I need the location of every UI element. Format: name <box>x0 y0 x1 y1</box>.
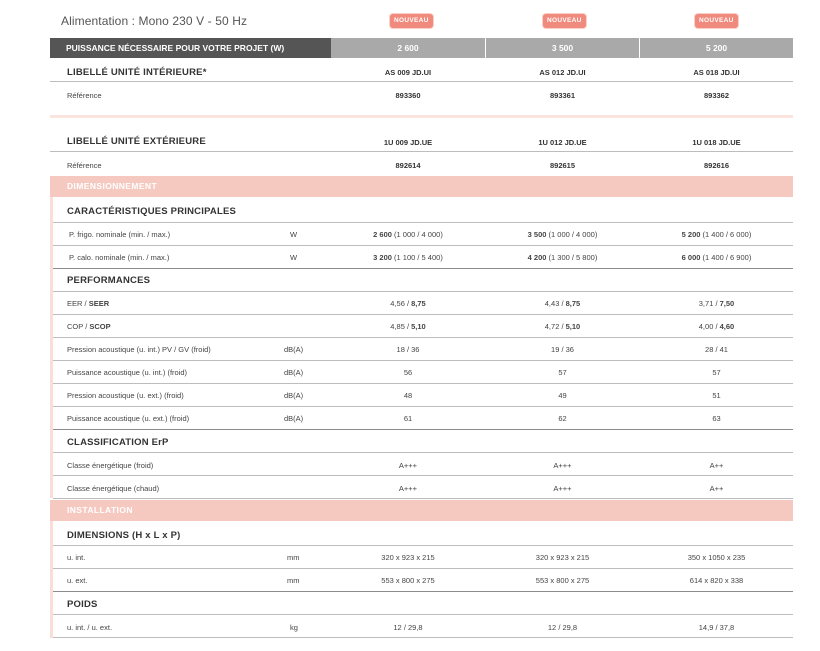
cop-scop-3: 4,00 / 4,60 <box>698 322 735 331</box>
outdoor-ref-3: 892616 <box>703 161 730 170</box>
outdoor-ref-1: 892614 <box>395 161 421 170</box>
power-header-label: PUISSANCE NÉCESSAIRE POUR VOTRE PROJET (W) <box>50 38 331 58</box>
outdoor-sound-pressure-1: 48 <box>403 391 413 400</box>
outdoor-sound-power-2: 62 <box>558 414 567 423</box>
outdoor-sound-pressure-unit: dB(A) <box>284 391 304 400</box>
indoor-sound-pressure-unit: dB(A) <box>284 345 304 354</box>
cooling-power-1: 2 600 (1 000 / 4 000) <box>373 230 443 239</box>
eer-seer-1: 4,56 / 8,75 <box>390 299 426 308</box>
outdoor-unit-3: 1U 018 JD.UE <box>692 138 741 147</box>
outdoor-sound-power-label: Puissance acoustique (u. ext.) (froid) <box>67 414 190 423</box>
new-badge-3: NOUVEAU <box>695 14 738 28</box>
row-divider <box>53 498 793 499</box>
indoor-ref-label: Référence <box>67 91 102 100</box>
dim-indoor-1: 320 x 923 x 215 <box>381 553 435 562</box>
indoor-sound-pressure-2: 19 / 36 <box>551 345 574 354</box>
energy-class-cooling-2: A+++ <box>553 461 572 470</box>
indoor-ref-2: 893361 <box>549 91 576 100</box>
row-divider <box>53 291 793 292</box>
indoor-sound-power-3: 57 <box>712 368 721 377</box>
energy-class-cooling-3: A++ <box>709 461 724 470</box>
energy-class-cooling-1: A+++ <box>398 461 418 470</box>
cooling-power-3: 5 200 (1 400 / 6 000) <box>681 230 752 239</box>
indoor-ref-3: 893362 <box>703 91 730 100</box>
dim-outdoor-2: 553 x 800 x 275 <box>535 576 590 585</box>
section-installation: INSTALLATION <box>50 500 793 521</box>
outdoor-sound-pressure-label: Pression acoustique (u. ext.) (froid) <box>67 391 184 400</box>
row-divider <box>53 360 793 361</box>
indoor-sound-pressure-3: 28 / 41 <box>705 345 728 354</box>
cooling-power-label: P. frigo. nominale (min. / max.) <box>69 230 171 239</box>
cop-scop-1: 4,85 / 5,10 <box>390 322 426 331</box>
row-divider <box>53 268 793 269</box>
row-divider <box>53 568 793 569</box>
indoor-sound-power-unit: dB(A) <box>284 368 304 377</box>
main-specs-title: CARACTÉRISTIQUES PRINCIPALES <box>67 206 237 217</box>
dim-outdoor-3: 614 x 820 x 338 <box>689 576 744 585</box>
outdoor-ref-2: 892615 <box>549 161 576 170</box>
dim-outdoor-unit: mm <box>287 576 300 585</box>
performances-title: PERFORMANCES <box>67 275 151 286</box>
indoor-sound-pressure-label: Pression acoustique (u. int.) PV / GV (froid) <box>67 345 211 354</box>
dim-indoor-unit: mm <box>287 553 300 562</box>
outdoor-sound-power-3: 63 <box>712 414 721 423</box>
weight-2: 12 / 29,8 <box>547 623 578 632</box>
indoor-ref-1: 893360 <box>395 91 421 100</box>
energy-class-cooling-label: Classe énergétique (froid) <box>67 461 154 470</box>
heating-power-unit: W <box>290 253 298 262</box>
separator-band <box>50 115 793 118</box>
section-dimensionnement: DIMENSIONNEMENT <box>50 176 793 197</box>
weight-label: u. int. / u. ext. <box>67 623 113 632</box>
eer-seer-3: 3,71 / 7,50 <box>698 299 735 308</box>
indoor-sound-pressure-1: 18 / 36 <box>396 345 420 354</box>
energy-class-heating-1: A+++ <box>398 484 418 493</box>
heating-power-3: 6 000 (1 400 / 6 900) <box>681 253 752 262</box>
dim-indoor-3: 350 x 1050 x 235 <box>687 553 746 562</box>
heating-power-label: P. calo. nominale (min. / max.) <box>69 253 170 262</box>
power-supply-label: Alimentation : Mono 230 V - 50 Hz <box>61 14 248 28</box>
row-divider <box>53 383 793 384</box>
row-divider <box>53 637 793 638</box>
outdoor-sound-power-1: 61 <box>403 414 413 423</box>
indoor-unit-1: AS 009 JD.UI <box>384 68 432 77</box>
outdoor-unit-1: 1U 009 JD.UE <box>383 138 433 147</box>
power-value-3: 5 200 <box>640 38 793 58</box>
row-divider <box>53 406 793 407</box>
new-badge-2: NOUVEAU <box>543 14 586 28</box>
row-divider <box>53 475 793 476</box>
outdoor-unit-title: LIBELLÉ UNITÉ EXTÉRIEURE <box>67 136 206 147</box>
cop-scop-2: 4,72 / 5,10 <box>544 322 581 331</box>
eer-seer-2: 4,43 / 8,75 <box>544 299 581 308</box>
indoor-unit-2: AS 012 JD.UI <box>539 68 586 77</box>
row-divider <box>50 81 793 82</box>
row-divider <box>50 151 793 152</box>
indoor-sound-power-label: Puissance acoustique (u. int.) (froid) <box>67 368 188 377</box>
row-divider <box>53 337 793 338</box>
dim-indoor-2: 320 x 923 x 215 <box>535 553 590 562</box>
dim-outdoor-1: 553 x 800 x 275 <box>381 576 435 585</box>
row-divider <box>53 452 793 453</box>
weight-unit: kg <box>290 623 298 632</box>
weight-1: 12 / 29,8 <box>393 623 423 632</box>
new-badge-1: NOUVEAU <box>390 14 433 28</box>
power-value-2: 3 500 <box>486 38 639 58</box>
erp-classification-title: CLASSIFICATION ErP <box>67 437 169 448</box>
indoor-unit-title: LIBELLÉ UNITÉ INTÉRIEURE* <box>67 67 207 78</box>
cop-scop-label: COP / SCOP <box>67 322 111 331</box>
row-divider <box>53 314 793 315</box>
heating-power-1: 3 200 (1 100 / 5 400) <box>373 253 443 262</box>
indoor-unit-3: AS 018 JD.UI <box>693 68 740 77</box>
row-divider <box>53 429 793 430</box>
energy-class-heating-3: A++ <box>709 484 724 493</box>
energy-class-heating-label: Classe énergétique (chaud) <box>67 484 160 493</box>
outdoor-sound-power-unit: dB(A) <box>284 414 304 423</box>
cooling-power-2: 3 500 (1 000 / 4 000) <box>527 230 598 239</box>
dimensions-title: DIMENSIONS (H x L x P) <box>67 530 181 541</box>
row-divider <box>53 245 793 246</box>
dim-outdoor-label: u. ext. <box>67 576 88 585</box>
row-divider <box>53 614 793 615</box>
weight-title: POIDS <box>67 599 98 610</box>
indoor-sound-power-1: 56 <box>403 368 413 377</box>
outdoor-sound-pressure-2: 49 <box>558 391 567 400</box>
energy-class-heating-2: A+++ <box>553 484 572 493</box>
section-left-band <box>50 521 53 638</box>
indoor-sound-power-2: 57 <box>558 368 567 377</box>
outdoor-unit-2: 1U 012 JD.UE <box>538 138 587 147</box>
outdoor-sound-pressure-3: 51 <box>712 391 721 400</box>
weight-3: 14,9 / 37,8 <box>698 623 735 632</box>
row-divider <box>53 591 793 592</box>
heating-power-2: 4 200 (1 300 / 5 800) <box>527 253 598 262</box>
outdoor-ref-label: Référence <box>67 161 102 170</box>
row-divider <box>53 545 793 546</box>
dim-indoor-label: u. int. <box>67 553 86 562</box>
eer-seer-label: EER / SEER <box>67 299 110 308</box>
cooling-power-unit: W <box>290 230 298 239</box>
power-value-1: 2 600 <box>331 38 485 58</box>
row-divider <box>53 222 793 223</box>
